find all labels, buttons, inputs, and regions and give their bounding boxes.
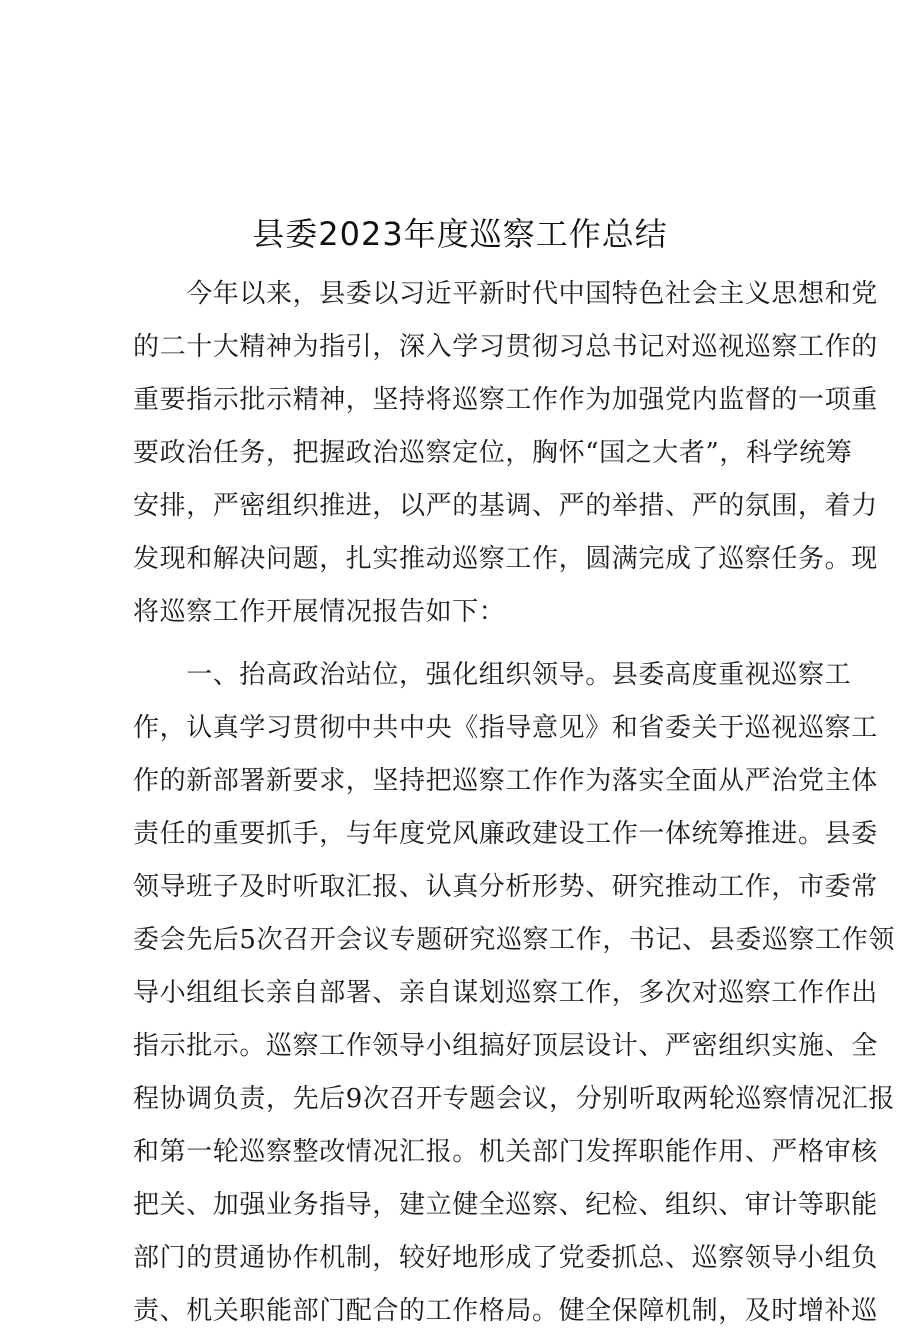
- body-line: 作的新部署新要求，坚持把巡察工作作为落实全面从严治党主体: [133, 766, 878, 796]
- body-line: 重要指示批示精神，坚持将巡察工作作为加强党内监督的一项重: [133, 385, 878, 415]
- body-line: 委会先后5次召开会议专题研究巡察工作，书记、县委巡察工作领: [133, 925, 895, 955]
- body-line: 将巡察工作开展情况报告如下：: [133, 597, 506, 627]
- body-line: 部门的贯通协作机制，较好地形成了党委抓总、巡察领导小组负: [133, 1243, 878, 1273]
- body-line: 要政治任务，把握政治巡察定位，胸怀“国之大者”，科学统筹: [133, 438, 853, 468]
- body-line: 安排，严密组织推进，以严的基调、严的举措、严的氛围，着力: [133, 491, 878, 521]
- body-line: 发现和解决问题，扎实推动巡察工作，圆满完成了巡察任务。现: [133, 544, 878, 574]
- body-line: 一、抬高政治站位，强化组织领导。县委高度重视巡察工: [133, 660, 852, 690]
- document-title: 县委2023年度巡察工作总结: [252, 215, 668, 253]
- body-line: 责、机关职能部门配合的工作格局。健全保障机制，及时增补巡: [133, 1296, 878, 1326]
- body-line: 责任的重要抓手，与年度党风廉政建设工作一体统筹推进。县委: [133, 819, 878, 849]
- body-line: 领导班子及时听取汇报、认真分析形势、研究推动工作，市委常: [133, 872, 878, 902]
- body-line: 把关、加强业务指导，建立健全巡察、纪检、组织、审计等职能: [133, 1190, 878, 1220]
- body-line: 指示批示。巡察工作领导小组搞好顶层设计、严密组织实施、全: [133, 1031, 878, 1061]
- body-line: 和第一轮巡察整改情况汇报。机关部门发挥职能作用、严格审核: [133, 1137, 878, 1167]
- body-line: 作，认真学习贯彻中共中央《指导意见》和省委关于巡视巡察工: [133, 713, 878, 743]
- body-line: 的二十大精神为指引，深入学习贯彻习总书记对巡视巡察工作的: [133, 332, 878, 362]
- body-line: 今年以来，县委以习近平新时代中国特色社会主义思想和党: [133, 279, 878, 309]
- body-line: 导小组组长亲自部署、亲自谋划巡察工作，多次对巡察工作作出: [133, 978, 878, 1008]
- body-line: 程协调负责，先后9次召开专题会议，分别听取两轮巡察情况汇报: [133, 1084, 895, 1114]
